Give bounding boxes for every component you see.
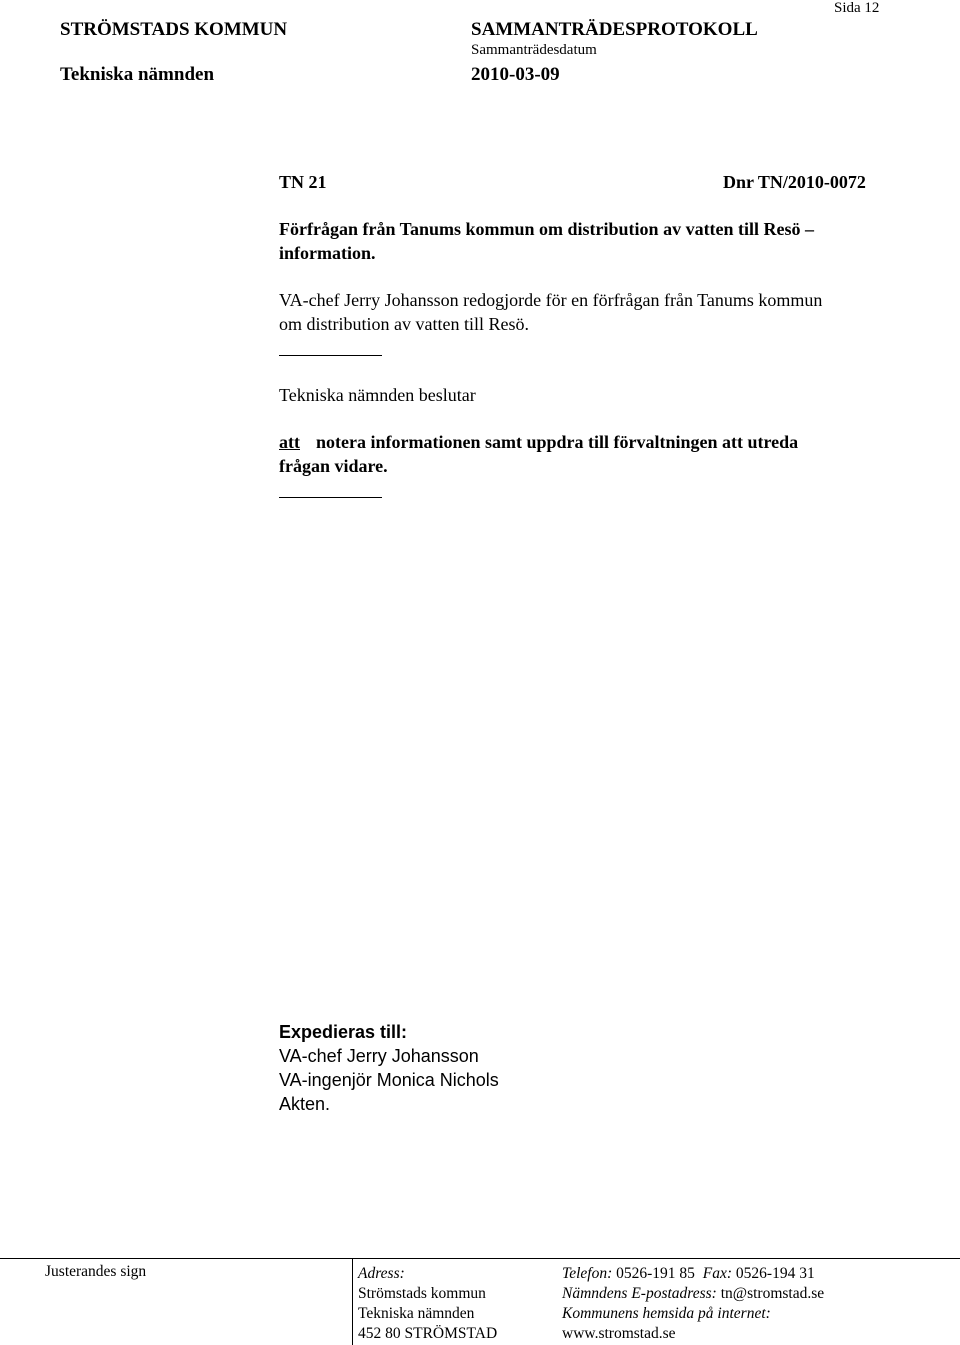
footer-address: [358, 1264, 497, 1344]
footer-rule: [0, 1258, 960, 1259]
address-line: 452 80 STRÖMSTAD: [358, 1325, 498, 1342]
address-line: Strömstads kommun: [358, 1285, 486, 1302]
web-label: Kommunens hemsida på internet:: [562, 1305, 771, 1322]
item-title-line1: Förfrågan från Tanums kommun om distribution av vatten till Resö –: [279, 219, 815, 239]
footer-contact: [562, 1264, 824, 1344]
section-divider: [279, 355, 382, 356]
distribution-recipient: VA-chef Jerry Johansson: [279, 1046, 479, 1066]
distribution-block: [279, 1020, 499, 1116]
page-number: Sida 12: [834, 0, 880, 16]
meeting-date: 2010-03-09: [471, 64, 560, 85]
item-paragraph-line2: om distribution av vatten till Resö.: [279, 314, 529, 334]
decision-line2: frågan vidare.: [279, 456, 388, 476]
decision-att: att: [279, 432, 300, 452]
signature-label: Justerandes sign: [45, 1263, 147, 1280]
item-paragraph-line1: VA-chef Jerry Johansson redogjorde för en förfrågan från Tanums kommun: [279, 290, 823, 310]
website-link[interactable]: www.stromstad.se: [562, 1325, 676, 1342]
address-label: Adress:: [358, 1265, 405, 1282]
email-label: Nämndens E-postadress:: [562, 1285, 717, 1302]
document-type: SAMMANTRÄDESPROTOKOLL: [471, 19, 758, 40]
org-name: STRÖMSTADS KOMMUN: [60, 19, 288, 40]
section-divider: [279, 497, 382, 498]
fax-number: 0526-194 31: [735, 1265, 815, 1282]
distribution-recipient: Akten.: [279, 1094, 331, 1114]
item-number: TN 21: [279, 172, 327, 192]
item-title-line2: information.: [279, 243, 376, 263]
fax-label: Fax:: [702, 1265, 733, 1282]
distribution-heading: Expedieras till:: [279, 1022, 408, 1042]
distribution-recipient: VA-ingenjör Monica Nichols: [279, 1070, 499, 1090]
phone-number: 0526-191 85: [616, 1265, 695, 1282]
committee-name: Tekniska nämnden: [60, 64, 215, 85]
decision-line1: notera informationen samt uppdra till förvaltningen att utreda: [316, 432, 799, 452]
email-address[interactable]: tn@stromstad.se: [720, 1285, 825, 1302]
footer-column-divider: [352, 1258, 353, 1345]
decision-heading: Tekniska nämnden beslutar: [279, 385, 476, 405]
phone-label: Telefon:: [562, 1265, 613, 1282]
date-label: Sammanträdesdatum: [471, 42, 597, 58]
address-line: Tekniska nämnden: [358, 1305, 475, 1322]
diary-number: Dnr TN/2010-0072: [723, 172, 866, 192]
